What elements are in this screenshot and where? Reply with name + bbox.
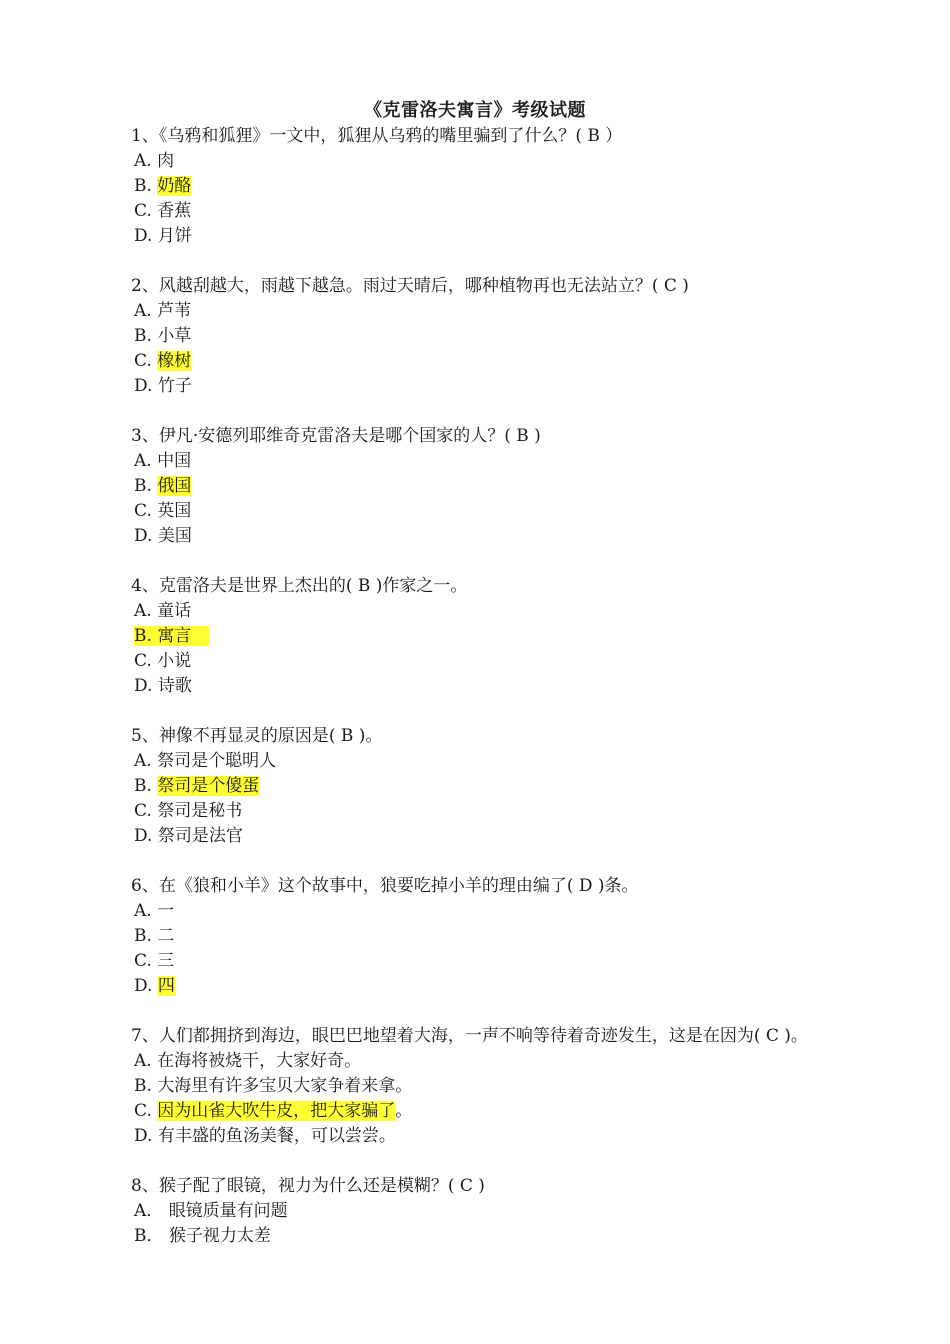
option-c: [131, 349, 891, 374]
question-text: 4、克雷洛夫是世界上杰出的( B )作家之一。: [131, 576, 468, 596]
option-text: 眼镜质量有问题: [168, 1201, 288, 1221]
highlighted-answer: 因为山雀大吹牛皮，把大家骗了: [157, 1101, 396, 1121]
option-text: 一: [157, 901, 175, 921]
option-d: [131, 674, 891, 699]
option-text: 大海里有许多宝贝大家争着来拿。: [157, 1076, 413, 1096]
option-letter: A．: [134, 1201, 164, 1221]
option-a: [131, 1049, 891, 1074]
option-letter: C.: [134, 1101, 152, 1121]
option-text: 芦苇: [157, 301, 192, 321]
question-2: [131, 274, 891, 399]
highlighted-answer: 祭司是个傻蛋: [157, 776, 260, 796]
option-text: 美国: [157, 526, 192, 546]
question-1: [131, 124, 891, 249]
option-letter: D.: [134, 976, 153, 996]
option-d: [131, 824, 891, 849]
option-text: 祭司是秘书: [157, 801, 243, 821]
option-b: [131, 1224, 891, 1249]
question-text: 5、神像不再显灵的原因是( B )。: [131, 726, 383, 746]
option-letter: B.: [134, 176, 152, 196]
option-text: 三: [157, 951, 175, 971]
option-b: [131, 174, 891, 199]
highlighted-answer: 寓言: [157, 626, 192, 646]
option-d: [131, 1124, 891, 1149]
question-3: [131, 424, 891, 549]
option-letter: C.: [134, 351, 152, 371]
option-a: [131, 449, 891, 474]
option-d: [131, 374, 891, 399]
option-letter: D.: [134, 826, 153, 846]
option-suffix: 。: [395, 1101, 413, 1121]
question-list: [131, 124, 891, 1274]
option-text: 英国: [157, 501, 192, 521]
highlighted-answer-line: [134, 626, 209, 646]
option-letter: B.: [134, 476, 152, 496]
option-c: [131, 949, 891, 974]
option-d: [131, 524, 891, 549]
option-text: 在海将被烧干，大家好奇。: [157, 1051, 362, 1071]
option-a: [131, 599, 891, 624]
question-text: 8、猴子配了眼镜，视力为什么还是模糊？( C ): [131, 1176, 485, 1196]
option-text: 肉: [157, 151, 175, 171]
option-text: 祭司是法官: [157, 826, 243, 846]
question-text: 3、伊凡·安德列耶维奇克雷洛夫是哪个国家的人？( B ): [131, 426, 541, 446]
option-letter: B.: [134, 926, 152, 946]
option-letter: B.: [134, 326, 152, 346]
option-letter: C.: [134, 951, 152, 971]
option-letter: C.: [134, 501, 152, 521]
question-4: [131, 574, 891, 699]
option-letter: A.: [134, 901, 152, 921]
option-a: [131, 149, 891, 174]
option-a: [131, 899, 891, 924]
highlighted-answer: 四: [157, 976, 175, 996]
option-c: [131, 649, 891, 674]
option-text: 中国: [157, 451, 192, 471]
option-c: [131, 1099, 891, 1124]
option-letter: B.: [134, 626, 152, 646]
option-letter: C.: [134, 801, 152, 821]
option-text: 香蕉: [157, 201, 192, 221]
option-letter: A.: [134, 601, 152, 621]
question-text: 2、风越刮越大，雨越下越急。雨过天晴后，哪种植物再也无法站立？( C ): [131, 276, 689, 296]
option-text: 小说: [157, 651, 192, 671]
option-a: [131, 749, 891, 774]
option-d: [131, 224, 891, 249]
question-text: 1、《乌鸦和狐狸》一文中，狐狸从乌鸦的嘴里骗到了什么？( B ）: [131, 126, 623, 146]
option-letter: B.: [134, 1076, 152, 1096]
option-text: 小草: [157, 326, 192, 346]
highlighted-answer: 奶酪: [157, 176, 192, 196]
option-text: 二: [157, 926, 175, 946]
option-a: [131, 1199, 891, 1224]
option-text: 祭司是个聪明人: [157, 751, 277, 771]
option-a: [131, 299, 891, 324]
option-letter: C.: [134, 201, 152, 221]
option-text: 有丰盛的鱼汤美餐，可以尝尝。: [157, 1126, 396, 1146]
option-c: [131, 799, 891, 824]
option-b: [131, 474, 891, 499]
option-letter: D.: [134, 226, 153, 246]
option-b: [131, 774, 891, 799]
option-text: 诗歌: [157, 676, 192, 696]
question-8: [131, 1174, 891, 1249]
option-letter: D.: [134, 676, 153, 696]
option-text: 竹子: [157, 376, 192, 396]
option-letter: B.: [134, 776, 152, 796]
option-letter: A.: [134, 151, 152, 171]
document-title: 《克雷洛夫寓言》考级试题: [364, 100, 586, 121]
option-letter: D.: [134, 376, 153, 396]
question-5: [131, 724, 891, 849]
option-c: [131, 199, 891, 224]
highlighted-answer: 橡树: [157, 351, 192, 371]
option-letter: C.: [134, 651, 152, 671]
option-letter: D.: [134, 1126, 153, 1146]
option-text: 猴子视力太差: [168, 1226, 271, 1246]
option-b: [131, 624, 891, 649]
option-d: [131, 974, 891, 999]
option-text: 月饼: [157, 226, 192, 246]
question-text: 7、人们都拥挤到海边，眼巴巴地望着大海，一声不响等待着奇迹发生，这是在因为( C )。: [131, 1026, 808, 1046]
option-letter: D.: [134, 526, 153, 546]
option-letter: A.: [134, 451, 152, 471]
option-letter: A.: [134, 301, 152, 321]
option-b: [131, 924, 891, 949]
option-b: [131, 1074, 891, 1099]
question-text: 6、在《狼和小羊》这个故事中，狼要吃掉小羊的理由编了( D )条。: [131, 876, 639, 896]
option-text: 童话: [157, 601, 192, 621]
option-b: [131, 324, 891, 349]
option-letter: A.: [134, 751, 152, 771]
option-letter: A.: [134, 1051, 152, 1071]
option-c: [131, 499, 891, 524]
highlighted-answer: 俄国: [157, 476, 192, 496]
question-7: [131, 1024, 891, 1149]
option-letter: B．: [134, 1226, 164, 1246]
question-6: [131, 874, 891, 999]
